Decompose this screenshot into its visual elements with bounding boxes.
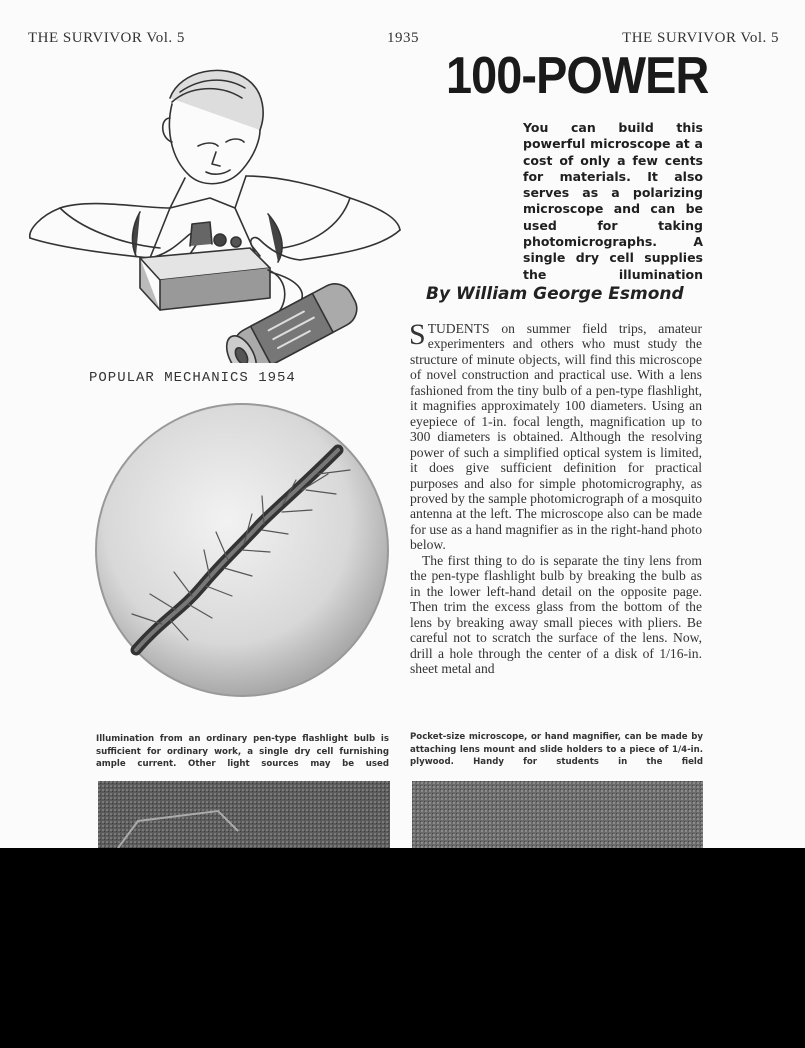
body-paragraph-2: The first thing to do is separate the tiny lens from the pen-type flashlight bulb by breaking the bulb as in the lower left-hand detail on the opposite page. Then trim the excess glass from the bottom of the lens by breaking away small pieces with pliers. Be careful not to scratch the surface of the lens. Now, drill a hole through the center of a disk of 1/16-in. sheet metal and bbox=[410, 552, 702, 676]
body-paragraph-1 bbox=[409, 318, 702, 553]
article-body bbox=[409, 318, 702, 676]
source-credit: POPULAR MECHANICS 1954 bbox=[89, 370, 296, 386]
caption-illumination: Illumination from an ordinary pen-type flashlight bulb is sufficient for ordinary work, a single dry cell furnishing ample current. Other light sources may be used bbox=[96, 734, 389, 769]
article-title: 100-POWER bbox=[446, 47, 709, 105]
photo-flashlight-setup bbox=[98, 781, 390, 848]
caption-pocket-microscope: Pocket-size microscope, or hand magnifier, can be made by attaching lens mount and slide holders to a piece of 1/4-in. plywood. Handy for students in the field bbox=[410, 732, 703, 767]
scan-black-border bbox=[0, 848, 805, 1048]
body-paragraph-1-text: TUDENTS on summer field trips, amateur experimenters and others who must study the structure of minute objects, will find this microscope of novel construction and practical use. With a lens fashioned from the tiny bulb of a pen-type flashlight, it magnifies approximately 100 diameters. Using an eyepiece of 1-in. focal length, magnification up to 300 diameters is obtained. Although the resolving power of such a simplified optical system is limited, it does give sufficient definition for practical purposes and also for simple photomicrography, as proved by the sample photomicrograph of a mosquito antenna at the left. The microscope also can be made for use as a hand magnifier as in the right-hand photo below. bbox=[410, 321, 702, 553]
man-with-microscope-illustration bbox=[20, 58, 410, 363]
running-header-year: 1935 bbox=[387, 30, 419, 46]
drop-cap: S bbox=[409, 318, 426, 351]
running-header-left: THE SURVIVOR Vol. 5 bbox=[28, 30, 185, 46]
author-byline: By William George Esmond bbox=[426, 284, 684, 304]
photo-hand-magnifier bbox=[412, 781, 703, 848]
article-intro: You can build this powerful microscope at a cost of only a few cents for materials. It also serves as a polarizing microscope and can be used for taking photomicrographs. A single dry cell supplies the illumination bbox=[523, 120, 703, 282]
mosquito-antenna-photomicrograph bbox=[92, 400, 392, 700]
running-header-right: THE SURVIVOR Vol. 5 bbox=[622, 30, 779, 46]
